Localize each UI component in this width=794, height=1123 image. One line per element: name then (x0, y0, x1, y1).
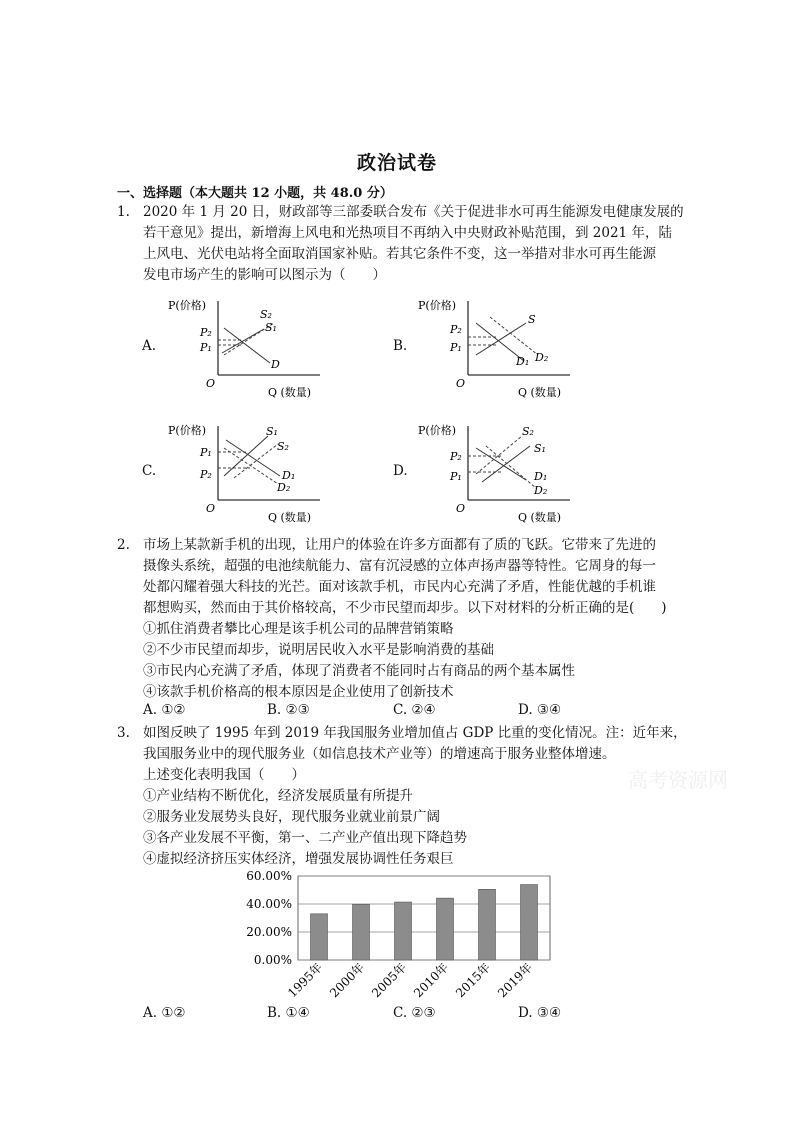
curve-label: D₁ (282, 469, 296, 482)
curve-label: S₂ (522, 425, 534, 438)
bar-2010年 (437, 898, 454, 960)
question-text-line: 上述变化表明我国（ ） (143, 767, 305, 783)
choice-b[interactable]: B. ①④ (267, 1005, 310, 1021)
x-tick-label: 2019年 (495, 960, 536, 1001)
y-tick-label: 60.00% (246, 869, 292, 883)
plot-frame (298, 876, 550, 960)
curve-label: D₂ (535, 351, 549, 364)
option-a-label[interactable]: A. (142, 338, 157, 354)
question-text-line: 都想购买，然而由于其价格较高，不少市民望而却步。以下对材料的分析正确的是( ) (143, 600, 667, 616)
axis-y-label: P(价格) (418, 424, 456, 437)
origin-label: O (206, 502, 216, 515)
supply-demand-graph-a (160, 293, 350, 407)
question-text-line: 发电市场产生的影响可以图示为（ ） (143, 267, 386, 283)
axis-y-label: P(价格) (168, 299, 206, 312)
statement-line: ③市民内心充满了矛盾，体现了消费者不能同时占有商品的两个基本属性 (143, 663, 575, 679)
curve-label: D (271, 358, 280, 371)
question-number: 2. (117, 537, 130, 553)
demand-curve-d2 (486, 446, 536, 488)
choice-a[interactable]: A. ①② (143, 1005, 186, 1021)
choice-a[interactable]: A. ①② (143, 702, 186, 718)
demand-curve-d2 (224, 448, 278, 484)
choice-b[interactable]: B. ②③ (267, 702, 310, 718)
supply-curve-s2 (476, 436, 522, 474)
price-label: P₁ (450, 470, 462, 483)
x-tick-label: 2000年 (327, 960, 368, 1001)
bar-2015年 (479, 889, 496, 960)
watermark: 高考资源网 (628, 768, 728, 792)
question-text-line: 处都闪耀着强大科技的光芒。面对该款手机，市民内心充满了矛盾，性能优越的手机谁 (143, 579, 656, 595)
statement-line: ③各产业发展不平衡，第一、二产业产值出现下降趋势 (143, 830, 467, 846)
option-c-label[interactable]: C. (142, 463, 157, 479)
bar-2000年 (353, 904, 370, 960)
price-label: P₁ (200, 446, 212, 459)
x-tick-label: 2015年 (453, 960, 494, 1001)
price-label: P₂ (450, 450, 462, 463)
x-tick-label: 2005年 (369, 960, 410, 1001)
section-heading: 一、选择题（本大题共 12 小题，共 48.0 分） (117, 186, 393, 201)
statement-line: ④虚拟经济挤压实体经济，增强发展协调性任务艰巨 (143, 851, 454, 867)
question-text-line: 摄像头系统，超强的电池续航能力、富有沉浸感的立体声扬声器等特性。它周身的每一 (143, 558, 656, 574)
supply-demand-graph-b (410, 293, 600, 407)
supply-curve-s1 (224, 436, 268, 476)
y-tick-label: 40.00% (246, 897, 292, 911)
origin-label: O (206, 377, 216, 390)
curve-label: D₁ (534, 470, 548, 483)
axis-x-label: Q (数量) (268, 386, 312, 399)
question-text-line: 如图反映了 1995 年到 2019 年我国服务业增加值占 GDP 比重的变化情况。注：近年来， (143, 725, 687, 741)
statement-line: ④该款手机价格高的根本原因是企业使用了创新技术 (143, 684, 454, 700)
question-text-line: 上风电、光伏电站将全面取消国家补贴。若其它条件不变，这一举措对非水可再生能源 (143, 246, 656, 262)
curve-label: D₂ (277, 481, 291, 494)
statement-line: ①抓住消费者攀比心理是该手机公司的品牌营销策略 (143, 621, 454, 637)
axis-x-label: Q (数量) (518, 386, 562, 399)
price-label: P₂ (450, 323, 462, 336)
bar-2019年 (521, 885, 538, 960)
choice-d[interactable]: D. ③④ (518, 1005, 562, 1021)
statement-line: ②不少市民望而却步，说明居民收入水平是影响消费的基础 (143, 642, 494, 658)
curve-label: S (528, 313, 536, 326)
option-b-label[interactable]: B. (393, 338, 408, 354)
curve-label: D₁ (516, 355, 530, 368)
supply-demand-graph-d (410, 418, 600, 532)
price-label: P₂ (200, 326, 212, 339)
price-label: P₁ (200, 341, 212, 354)
price-label: P₁ (450, 341, 462, 354)
curve-label: S₁ (266, 425, 278, 438)
x-tick-label: 1995年 (285, 960, 326, 1001)
curve-label: S₁ (534, 442, 546, 455)
option-d-label[interactable]: D. (393, 463, 408, 479)
origin-label: O (456, 377, 466, 390)
supply-curve-s1 (222, 329, 264, 353)
question-text-line: 若干意见》提出，新增海上风电和光热项目不再纳入中央财政补贴范围，到 2021 年，陆 (143, 225, 672, 241)
bar-2005年 (395, 902, 412, 960)
y-tick-label: 20.00% (246, 925, 292, 939)
question-text-line: 2020 年 1 月 20 日，财政部等三部委联合发布《关于促进非水可再生能源发电健康发展的 (143, 204, 684, 220)
question-number: 1. (117, 204, 130, 220)
supply-demand-graph-c (160, 418, 350, 532)
question-text-line: 我国服务业中的现代服务业（如信息技术产业等）的增速高于服务业整体增速。 (143, 746, 616, 762)
question-number: 3. (117, 725, 130, 741)
curve-label: D₂ (534, 484, 548, 497)
curve-label: S₂ (277, 440, 289, 453)
choice-c[interactable]: C. ②③ (393, 1005, 436, 1021)
axis-x-label: Q (数量) (268, 511, 312, 524)
statement-line: ②服务业发展势头良好，现代服务业就业前景广阔 (143, 809, 440, 825)
statement-line: ①产业结构不断优化，经济发展质量有所提升 (143, 788, 413, 804)
x-tick-label: 2010年 (411, 960, 452, 1001)
service-gdp-bar-chart (230, 868, 560, 1012)
choice-c[interactable]: C. ②④ (393, 702, 436, 718)
bar-1995年 (311, 914, 328, 960)
y-tick-label: 0.00% (253, 953, 292, 967)
axis-y-label: P(价格) (418, 299, 456, 312)
choice-d[interactable]: D. ③④ (518, 702, 562, 718)
curve-label: S₂ (260, 308, 272, 321)
axis-x-label: Q (数量) (518, 511, 562, 524)
page-title: 政治试卷 (356, 152, 437, 174)
axis-y-label: P(价格) (168, 424, 206, 437)
demand-curve-d1 (226, 440, 280, 476)
price-label: P₂ (200, 468, 212, 481)
question-text-line: 市场上某款新手机的出现，让用户的体验在许多方面都有了质的飞跃。它带来了先进的 (143, 537, 656, 553)
origin-label: O (456, 502, 466, 515)
curve-label: S₁ (265, 321, 277, 334)
